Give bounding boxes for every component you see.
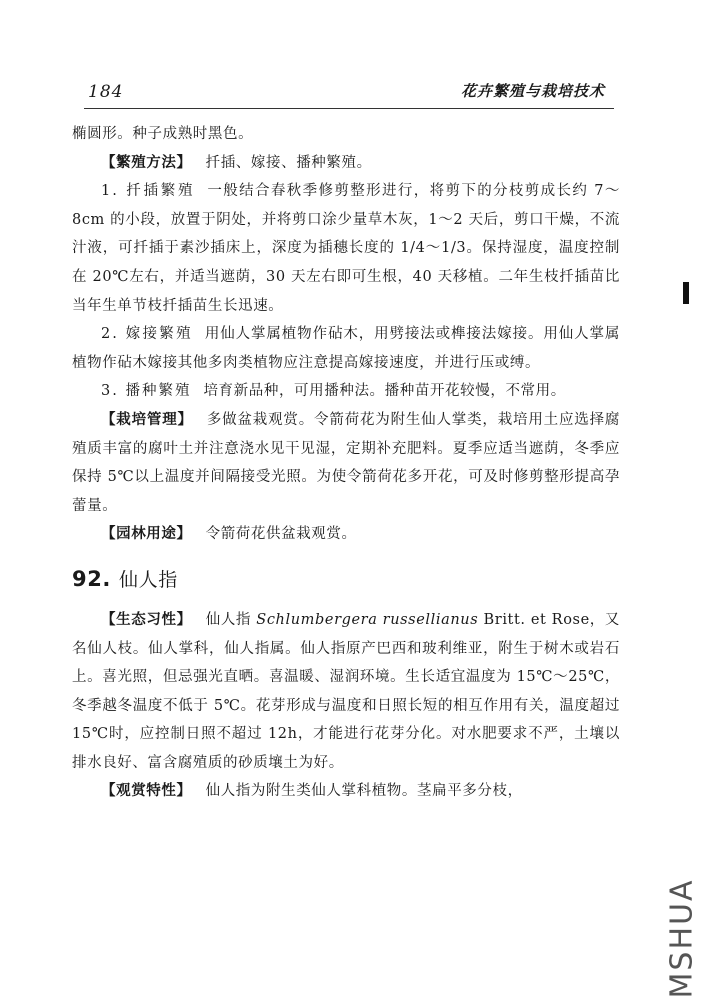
running-title: 花卉繁殖与栽培技术 xyxy=(460,82,605,100)
landscape-text: 令箭荷花供盆栽观赏。 xyxy=(205,526,357,543)
section-title: 仙人指 xyxy=(119,568,178,591)
cutting-label: 1. 扦插繁殖 xyxy=(101,183,196,200)
ornamental-text: 仙人指为附生类仙人掌科植物。茎扁平多分枝， xyxy=(205,783,523,800)
cutting-text: 一般结合春秋季修剪整形进行，将剪下的分枝剪成长约 7～8cm 的小段，放置于阴处，并将剪口涂少量草木灰，1～2 天后，剪口干燥，不流汁液，可扦插于素沙插床上，深度为插穗长度的 1/4～1/3。保持湿度，温度控制在 20℃左右，并适当遮荫，30 天左右即可生根，40 天移植。二年生枝扦插苗比当年生单节枝扦插苗生长迅速。 xyxy=(72,183,620,314)
propagation-text: 扦插、嫁接、播种繁殖。 xyxy=(205,154,372,171)
watermark-text: MSHUA xyxy=(664,878,700,998)
cultivation-text: 多做盆栽观赏。令箭荷花为附生仙人掌类，栽培用土应选择腐殖质丰富的腐叶土并注意浇水见干见湿，定期补充肥料。夏季应适当遮荫，冬季应保持 5℃以上温度并间隔接受光照。为使令箭荷花多开花，可及时修剪整形提高孕蕾量。 xyxy=(72,411,620,514)
section-number: 92. xyxy=(72,566,112,591)
header-rule xyxy=(84,108,614,109)
paragraph-landscape xyxy=(72,520,620,549)
section-heading xyxy=(72,563,620,596)
ecology-label: 【生态习性】 xyxy=(101,611,192,628)
grafting-label: 2. 嫁接繁殖 xyxy=(101,326,193,343)
landscape-label: 【园林用途】 xyxy=(101,526,192,543)
paragraph-ornamental xyxy=(72,777,620,806)
propagation-label: 【繁殖方法】 xyxy=(101,154,192,171)
paragraph-ecology xyxy=(72,606,620,778)
sowing-text: 培育新品种，可用播种法。播种苗开花较慢，不常用。 xyxy=(203,383,566,400)
scan-mark xyxy=(683,282,689,304)
ecology-text-before: 仙人指 xyxy=(205,611,252,628)
paragraph-cutting xyxy=(72,177,620,320)
paragraph-sowing xyxy=(72,377,620,406)
paragraph-cultivation xyxy=(72,406,620,520)
paragraph-continuation: 椭圆形。种子成熟时黑色。 xyxy=(72,126,254,142)
paragraph-propagation xyxy=(72,149,620,178)
grafting-text: 用仙人掌属植物作砧木，用劈接法或榫接法嫁接。用仙人掌属植物作砧木嫁接其他多肉类植物应注意提高嫁接速度，并进行压或缚。 xyxy=(72,326,620,371)
watermark xyxy=(662,878,702,998)
body-text xyxy=(72,120,620,806)
latin-name: Schlumbergera russellianus xyxy=(256,611,479,628)
ornamental-label: 【观赏特性】 xyxy=(101,783,192,800)
ecology-text-after: Britt. et Rose，又名仙人枝。仙人掌科，仙人指属。仙人指原产巴西和玻利维亚，附生于树木或岩石上。喜光照，但忌强光直晒。喜温暖、湿润环境。生长适宜温度为 15℃～25℃，冬季越冬温度不低于 5℃。花芽形成与温度和日照长短的相互作用有关，温度超过 15℃时，应控制日照不超过 12h，才能进行花芽分化。对水肥要求不严，土壤以排水良好、富含腐殖质的砂质壤土为好。 xyxy=(72,611,620,771)
cultivation-label: 【栽培管理】 xyxy=(101,411,193,428)
page-number: 184 xyxy=(88,82,124,102)
sowing-label: 3. 播种繁殖 xyxy=(101,383,192,400)
paragraph-grafting xyxy=(72,320,620,377)
